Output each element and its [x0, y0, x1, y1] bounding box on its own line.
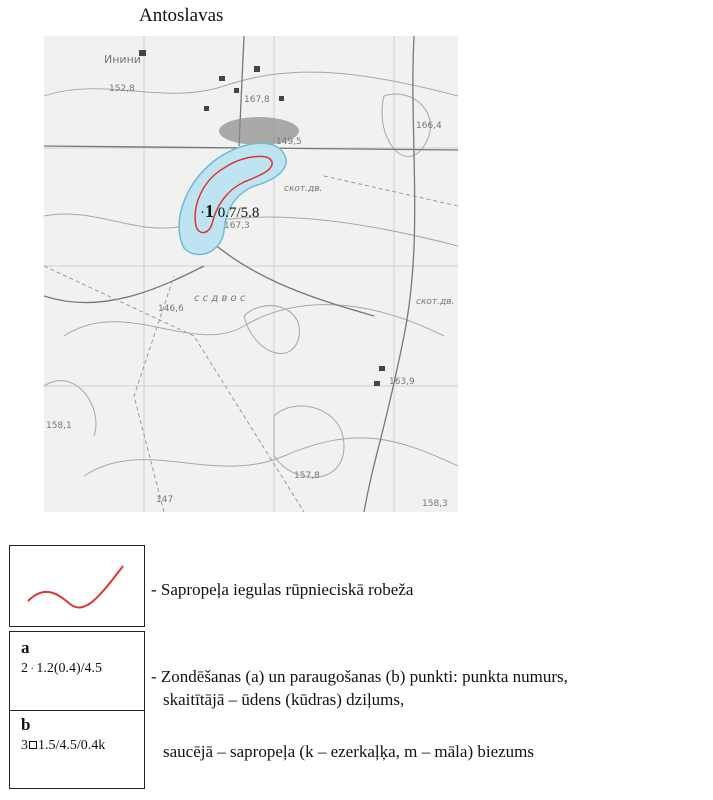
sample-point-1 — [200, 201, 259, 222]
red-boundary-line-icon — [10, 546, 144, 626]
legend-b-sample — [21, 738, 105, 754]
svg-text:147: 147 — [156, 495, 174, 505]
legend-a-letter: a — [21, 638, 30, 657]
legend-b-letter: b — [21, 715, 31, 734]
svg-text:с с д в о с: с с д в о с — [194, 293, 246, 304]
legend-boundary-swatch — [9, 545, 145, 627]
legend-points-line3: saucējā – sapropeļa (k – ezerkaļķa, m – māla) biezums — [163, 742, 535, 761]
legend-points-box — [9, 631, 145, 789]
svg-text:скот.дв.: скот.дв. — [284, 184, 323, 194]
legend-divider — [10, 710, 144, 711]
legend-b-value: 1.5/4.5/0.4k — [38, 738, 106, 753]
svg-text:163,9: 163,9 — [389, 377, 415, 387]
svg-text:167,3: 167,3 — [224, 221, 250, 231]
legend-a-sample — [21, 661, 102, 677]
svg-text:скот.дв.: скот.дв. — [416, 297, 455, 307]
sounding-point-icon: · — [28, 664, 37, 675]
legend-b-number: 3 — [21, 738, 28, 753]
sampling-point-icon — [29, 741, 37, 749]
legend-boundary-label: - Sapropeļa iegulas rūpnieciskā robeža — [151, 580, 414, 599]
svg-text:158,3: 158,3 — [422, 499, 448, 509]
topographic-map — [44, 36, 458, 512]
svg-text:Инини: Инини — [104, 53, 141, 66]
svg-text:152,8: 152,8 — [109, 84, 135, 94]
legend-a-value: 1.2(0.4)/4.5 — [36, 661, 103, 676]
svg-text:146,6: 146,6 — [158, 304, 184, 314]
map-title: Antoslavas — [139, 5, 224, 26]
point-value: 0.7/5.8 — [217, 205, 260, 221]
point-marker: · — [200, 205, 205, 221]
legend-points-line2: skaitītājā – ūdens (kūdras) dziļums, — [163, 690, 405, 709]
map-background — [44, 36, 458, 512]
svg-text:157,8: 157,8 — [294, 471, 320, 481]
svg-text:166,4: 166,4 — [416, 121, 442, 131]
svg-text:167,8: 167,8 — [244, 95, 270, 105]
svg-text:149,5: 149,5 — [276, 137, 302, 147]
legend-a-number: 2 — [21, 661, 28, 676]
svg-text:158,1: 158,1 — [46, 421, 72, 431]
legend-points-line1: - Zondēšanas (a) un paraugošanas (b) punkti: punkta numurs, — [151, 667, 568, 686]
point-number: 1 — [205, 201, 214, 221]
